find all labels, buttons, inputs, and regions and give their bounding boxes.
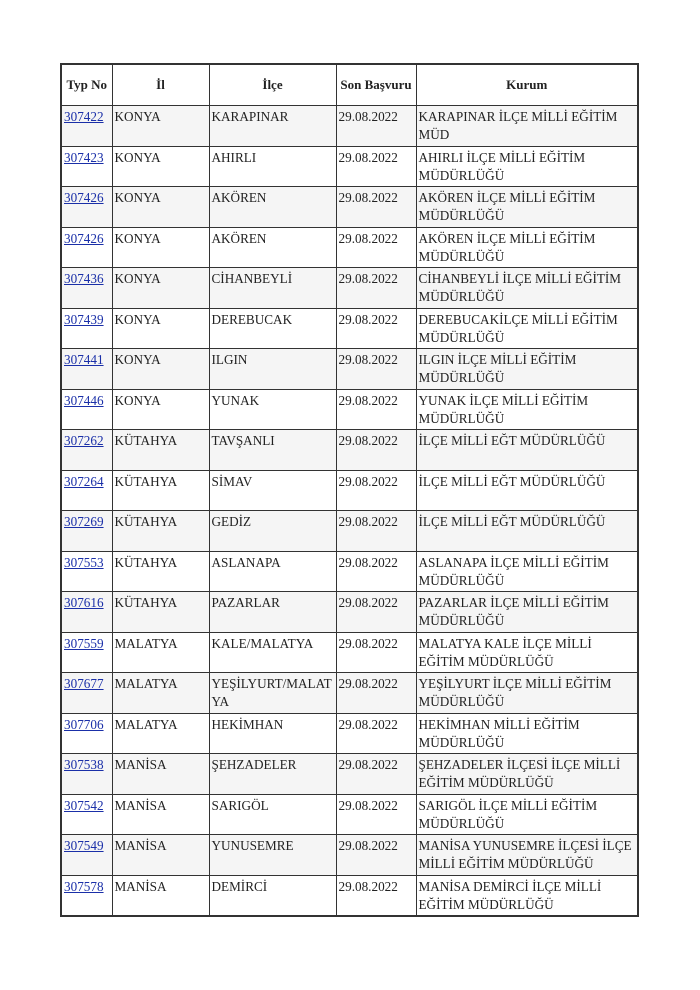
typ-no-link[interactable]: 307549	[64, 838, 104, 853]
typ-no-link[interactable]: 307264	[64, 473, 104, 489]
cell-kurum: AKÖREN İLÇE MİLLİ EĞİTİM MÜDÜRLÜĞÜ	[416, 187, 638, 228]
cell-son-basvuru: 29.08.2022	[336, 754, 416, 795]
cell-il: MANİSA	[112, 875, 209, 916]
typ-no-link[interactable]: 307578	[64, 878, 104, 894]
typ-no-link[interactable]: 307439	[64, 311, 104, 327]
cell-typ-no	[61, 754, 112, 795]
table-row	[61, 227, 638, 268]
cell-ilce: YUNUSEMRE	[209, 835, 336, 876]
table-row	[61, 187, 638, 228]
cell-typ-no	[61, 146, 112, 187]
cell-typ-no	[61, 227, 112, 268]
cell-ilce: KALE/MALATYA	[209, 632, 336, 673]
cell-kurum: DEREBUCAKİLÇE MİLLİ EĞİTİM MÜDÜRLÜĞÜ	[416, 308, 638, 349]
cell-son-basvuru: 29.08.2022	[336, 430, 416, 471]
header-il: İl	[112, 64, 209, 106]
table-row	[61, 511, 638, 552]
cell-son-basvuru: 29.08.2022	[336, 308, 416, 349]
cell-kurum: MALATYA KALE İLÇE MİLLİ EĞİTİM MÜDÜRLÜĞÜ	[416, 632, 638, 673]
cell-ilce: PAZARLAR	[209, 592, 336, 633]
typ-no-link[interactable]: 307423	[64, 149, 104, 165]
cell-kurum: İLÇE MİLLİ EĞT MÜDÜRLÜĞÜ	[416, 430, 638, 471]
cell-typ-no	[61, 875, 112, 916]
cell-ilce: ILGIN	[209, 349, 336, 390]
cell-kurum: MANİSA DEMİRCİ İLÇE MİLLİ EĞİTİM MÜDÜRLÜĞÜ	[416, 875, 638, 916]
table-header-row	[61, 64, 638, 106]
cell-il: MALATYA	[112, 673, 209, 714]
cell-ilce: ŞEHZADELER	[209, 754, 336, 795]
table-row	[61, 794, 638, 835]
cell-il: KONYA	[112, 349, 209, 390]
cell-kurum: HEKİMHAN MİLLİ EĞİTİM MÜDÜRLÜĞÜ	[416, 713, 638, 754]
typ-no-link[interactable]: 307616	[64, 595, 104, 610]
cell-il: MANİSA	[112, 754, 209, 795]
cell-ilce: AHIRLI	[209, 146, 336, 187]
cell-ilce: SİMAV	[209, 470, 336, 511]
header-son-basvuru: Son Başvuru	[336, 64, 416, 106]
cell-ilce: AKÖREN	[209, 187, 336, 228]
cell-ilce: DEMİRCİ	[209, 875, 336, 916]
typ-no-link[interactable]: 307426	[64, 230, 104, 246]
cell-son-basvuru: 29.08.2022	[336, 511, 416, 552]
typ-no-link[interactable]: 307441	[64, 352, 104, 367]
table-row	[61, 349, 638, 390]
cell-ilce: HEKİMHAN	[209, 713, 336, 754]
cell-typ-no	[61, 389, 112, 430]
cell-typ-no	[61, 187, 112, 228]
cell-kurum: YUNAK İLÇE MİLLİ EĞİTİM MÜDÜRLÜĞÜ	[416, 389, 638, 430]
cell-il: MALATYA	[112, 713, 209, 754]
cell-ilce: AKÖREN	[209, 227, 336, 268]
cell-il: KONYA	[112, 389, 209, 430]
table-row	[61, 592, 638, 633]
cell-kurum: MANİSA YUNUSEMRE İLÇESİ İLÇE MİLLİ EĞİTİM MÜDÜRLÜĞÜ	[416, 835, 638, 876]
cell-son-basvuru: 29.08.2022	[336, 106, 416, 147]
typ-no-link[interactable]: 307553	[64, 554, 104, 570]
header-kurum: Kurum	[416, 64, 638, 106]
cell-kurum: YEŞİLYURT İLÇE MİLLİ EĞİTİM MÜDÜRLÜĞÜ	[416, 673, 638, 714]
cell-ilce: TAVŞANLI	[209, 430, 336, 471]
listing-table-container	[60, 63, 639, 917]
cell-son-basvuru: 29.08.2022	[336, 875, 416, 916]
cell-il: KONYA	[112, 227, 209, 268]
cell-son-basvuru: 29.08.2022	[336, 268, 416, 309]
cell-typ-no	[61, 592, 112, 633]
table-row	[61, 673, 638, 714]
table-row	[61, 754, 638, 795]
cell-kurum: SARIGÖL İLÇE MİLLİ EĞİTİM MÜDÜRLÜĞÜ	[416, 794, 638, 835]
cell-typ-no	[61, 349, 112, 390]
cell-typ-no	[61, 713, 112, 754]
cell-typ-no	[61, 106, 112, 147]
typ-no-link[interactable]: 307426	[64, 190, 104, 205]
typ-no-link[interactable]: 307436	[64, 271, 104, 286]
cell-son-basvuru: 29.08.2022	[336, 227, 416, 268]
cell-son-basvuru: 29.08.2022	[336, 835, 416, 876]
cell-kurum: AHIRLI İLÇE MİLLİ EĞİTİM MÜDÜRLÜĞÜ	[416, 146, 638, 187]
cell-ilce: SARIGÖL	[209, 794, 336, 835]
cell-son-basvuru: 29.08.2022	[336, 146, 416, 187]
cell-il: MANİSA	[112, 835, 209, 876]
cell-son-basvuru: 29.08.2022	[336, 794, 416, 835]
cell-typ-no	[61, 551, 112, 592]
table-row	[61, 106, 638, 147]
cell-ilce: ASLANAPA	[209, 551, 336, 592]
table-row	[61, 551, 638, 592]
header-ilce: İlçe	[209, 64, 336, 106]
cell-son-basvuru: 29.08.2022	[336, 187, 416, 228]
typ-no-link[interactable]: 307677	[64, 676, 104, 691]
cell-typ-no	[61, 511, 112, 552]
cell-kurum: AKÖREN İLÇE MİLLİ EĞİTİM MÜDÜRLÜĞÜ	[416, 227, 638, 268]
cell-il: KÜTAHYA	[112, 551, 209, 592]
cell-typ-no	[61, 430, 112, 471]
cell-son-basvuru: 29.08.2022	[336, 713, 416, 754]
cell-son-basvuru: 29.08.2022	[336, 551, 416, 592]
cell-typ-no	[61, 794, 112, 835]
cell-il: KONYA	[112, 146, 209, 187]
cell-il: MALATYA	[112, 632, 209, 673]
table-row	[61, 632, 638, 673]
typ-no-link[interactable]: 307706	[64, 716, 104, 732]
table-row	[61, 875, 638, 916]
table-body	[61, 106, 638, 916]
cell-kurum: ASLANAPA İLÇE MİLLİ EĞİTİM MÜDÜRLÜĞÜ	[416, 551, 638, 592]
cell-ilce: KARAPINAR	[209, 106, 336, 147]
table-row	[61, 713, 638, 754]
typ-no-link[interactable]: 307262	[64, 433, 104, 448]
typ-no-link[interactable]: 307269	[64, 514, 104, 529]
cell-il: KÜTAHYA	[112, 470, 209, 511]
table-row	[61, 146, 638, 187]
typ-no-link[interactable]: 307446	[64, 392, 104, 408]
cell-il: KONYA	[112, 268, 209, 309]
cell-kurum: ILGIN İLÇE MİLLİ EĞİTİM MÜDÜRLÜĞÜ	[416, 349, 638, 390]
cell-kurum: İLÇE MİLLİ EĞT MÜDÜRLÜĞÜ	[416, 470, 638, 511]
typ-no-link[interactable]: 307422	[64, 109, 104, 124]
cell-il: KONYA	[112, 308, 209, 349]
table-row	[61, 835, 638, 876]
cell-son-basvuru: 29.08.2022	[336, 632, 416, 673]
cell-ilce: YEŞİLYURT/MALATYA	[209, 673, 336, 714]
cell-typ-no	[61, 632, 112, 673]
table-row	[61, 268, 638, 309]
cell-kurum: ŞEHZADELER İLÇESİ İLÇE MİLLİ EĞİTİM MÜDÜRLÜĞÜ	[416, 754, 638, 795]
cell-ilce: CİHANBEYLİ	[209, 268, 336, 309]
cell-typ-no	[61, 673, 112, 714]
cell-kurum: KARAPINAR İLÇE MİLLİ EĞİTİM MÜD	[416, 106, 638, 147]
cell-son-basvuru: 29.08.2022	[336, 673, 416, 714]
cell-son-basvuru: 29.08.2022	[336, 349, 416, 390]
cell-son-basvuru: 29.08.2022	[336, 592, 416, 633]
cell-il: KÜTAHYA	[112, 592, 209, 633]
table-row	[61, 470, 638, 511]
cell-ilce: DEREBUCAK	[209, 308, 336, 349]
cell-il: KÜTAHYA	[112, 511, 209, 552]
cell-il: KONYA	[112, 187, 209, 228]
cell-typ-no	[61, 268, 112, 309]
cell-ilce: YUNAK	[209, 389, 336, 430]
cell-kurum: CİHANBEYLİ İLÇE MİLLİ EĞİTİM MÜDÜRLÜĞÜ	[416, 268, 638, 309]
cell-il: MANİSA	[112, 794, 209, 835]
typ-no-link[interactable]: 307559	[64, 635, 104, 651]
cell-typ-no	[61, 470, 112, 511]
cell-typ-no	[61, 835, 112, 876]
table-row	[61, 389, 638, 430]
cell-son-basvuru: 29.08.2022	[336, 389, 416, 430]
cell-typ-no	[61, 308, 112, 349]
header-typ-no: Typ No	[61, 64, 112, 106]
cell-il: KONYA	[112, 106, 209, 147]
typ-no-link[interactable]: 307538	[64, 757, 104, 772]
table-row	[61, 308, 638, 349]
cell-kurum: PAZARLAR İLÇE MİLLİ EĞİTİM MÜDÜRLÜĞÜ	[416, 592, 638, 633]
cell-ilce: GEDİZ	[209, 511, 336, 552]
cell-il: KÜTAHYA	[112, 430, 209, 471]
cell-kurum: İLÇE MİLLİ EĞT MÜDÜRLÜĞÜ	[416, 511, 638, 552]
table-row	[61, 430, 638, 471]
cell-son-basvuru: 29.08.2022	[336, 470, 416, 511]
listing-table	[60, 63, 639, 917]
typ-no-link[interactable]: 307542	[64, 797, 104, 813]
